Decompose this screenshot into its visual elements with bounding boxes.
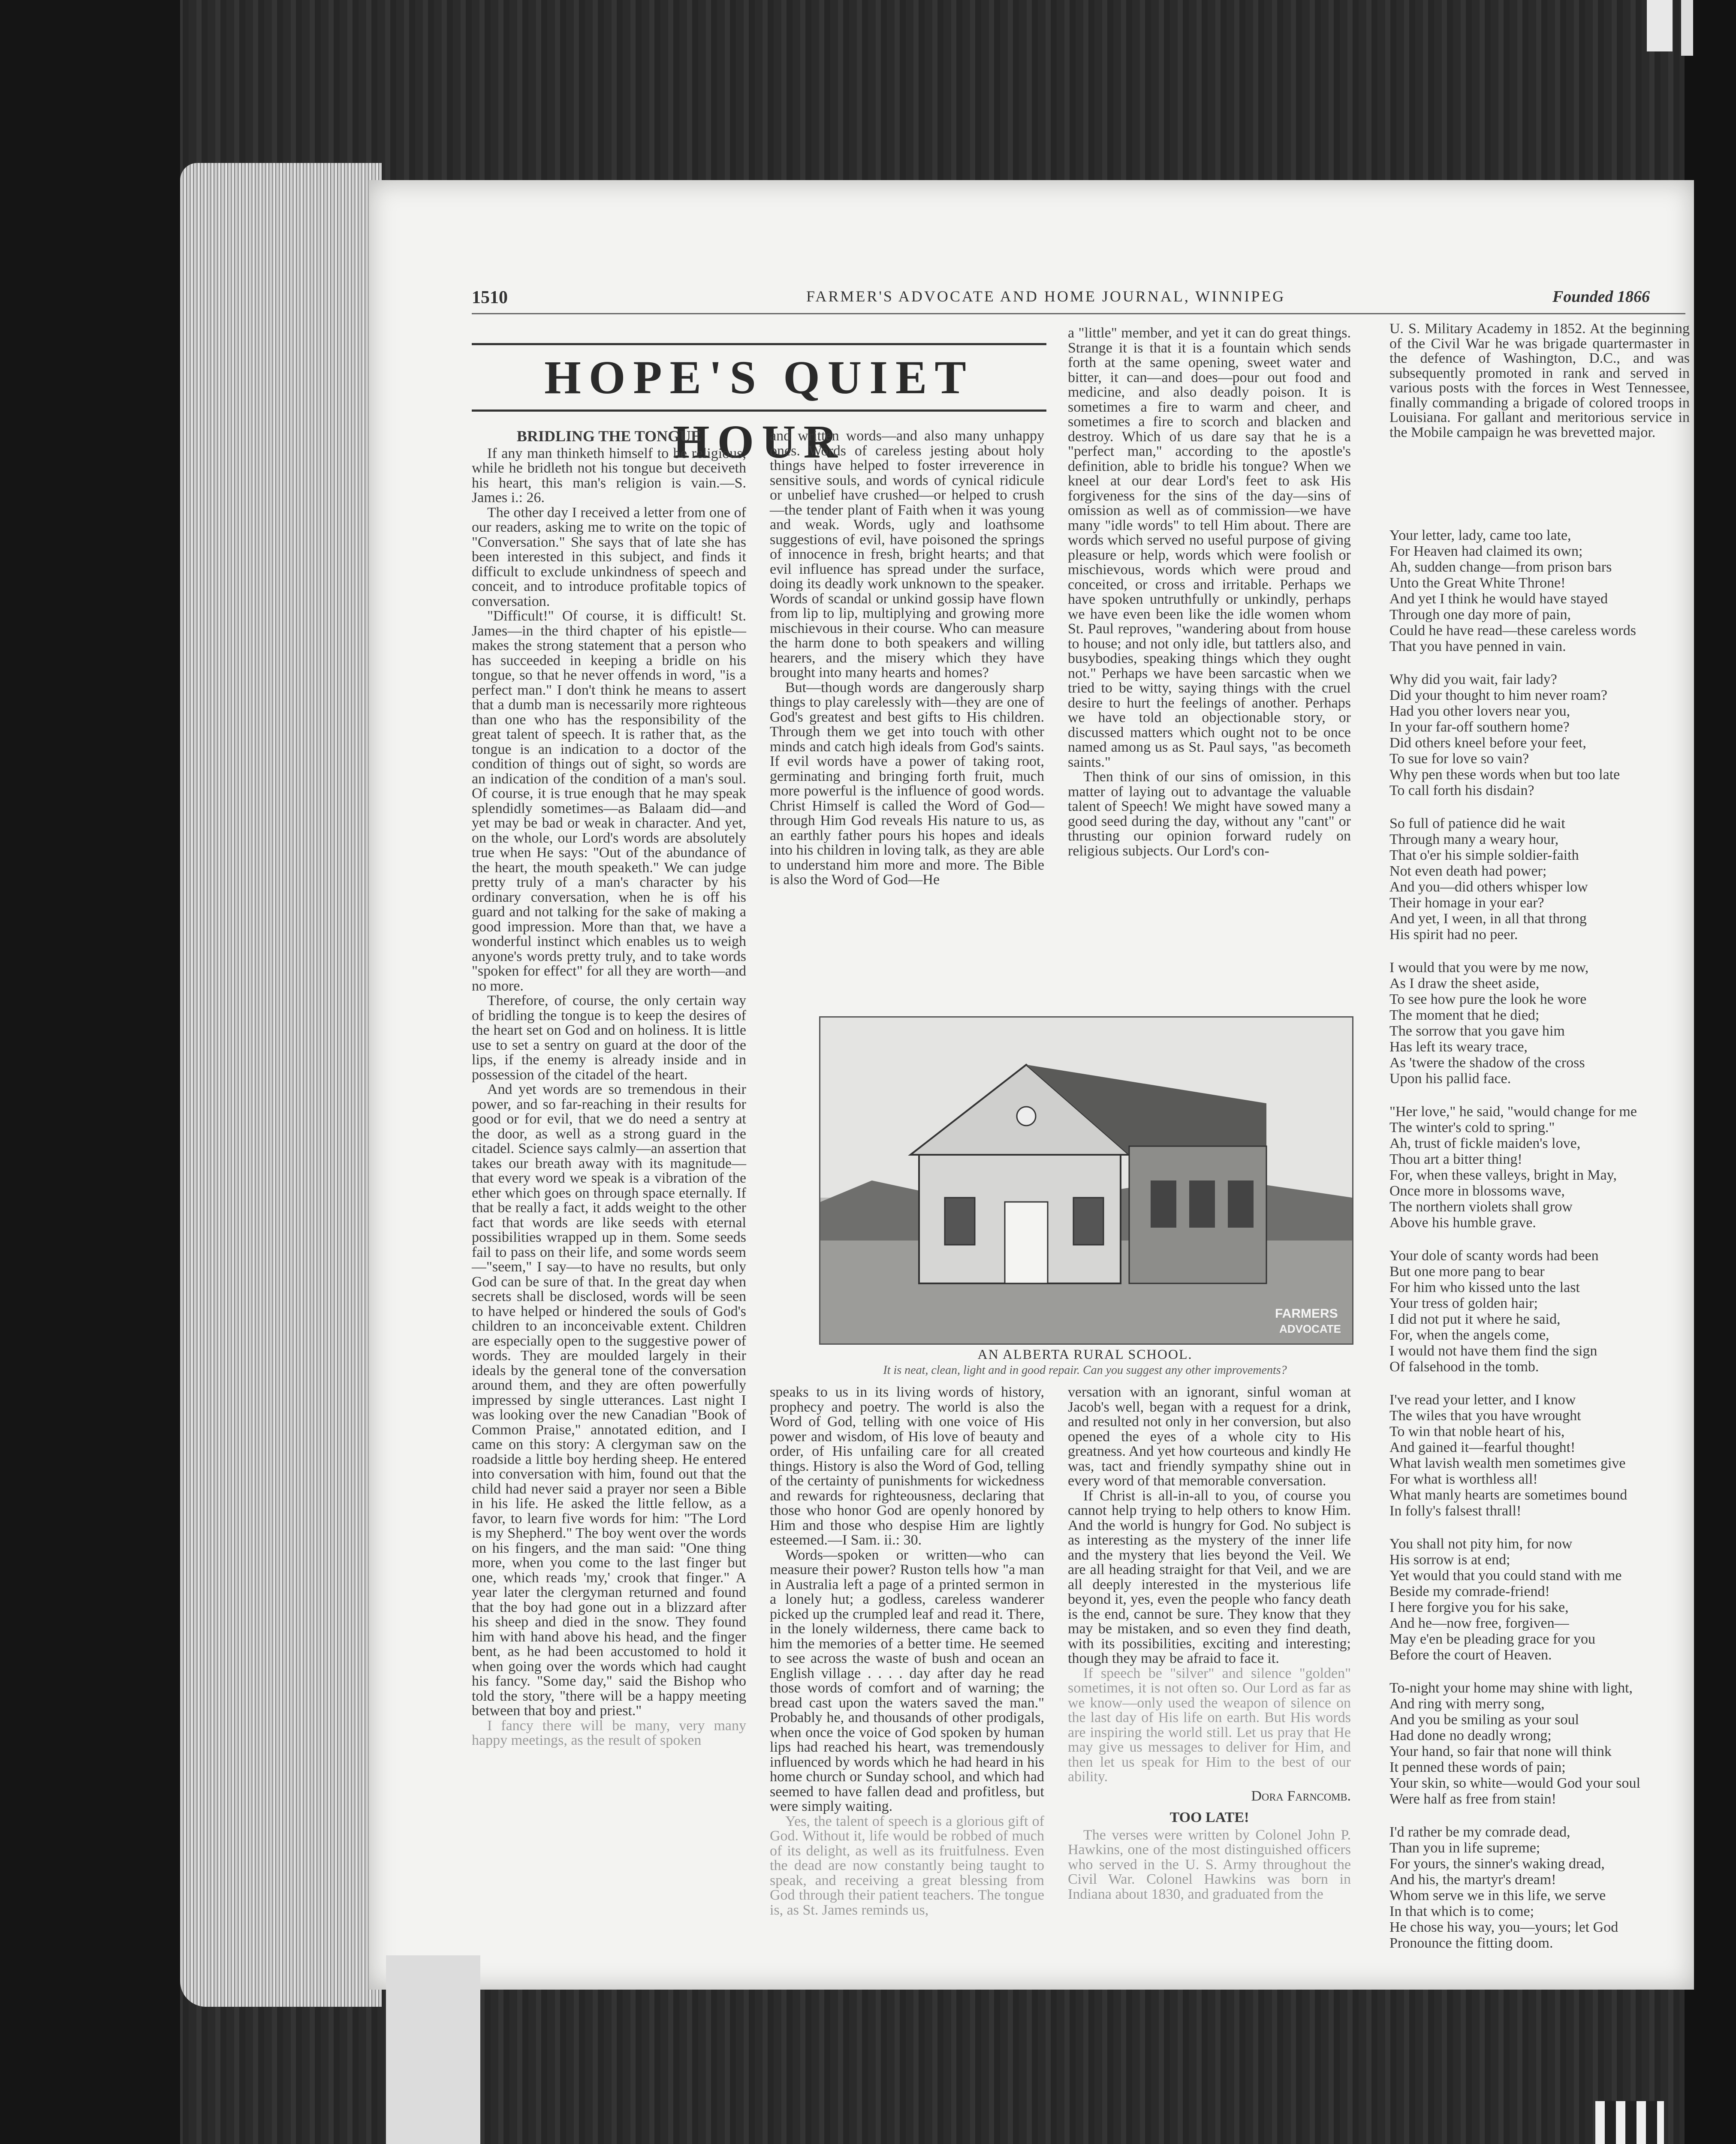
- paragraph: Then think of our sins of omission, in this matter of laying out to advantage the valuable talent of Speech! We might have sowed many a good seed during the day, without any "cant" or thrusting our opinion forward rudely on religious subjects. Our Lord's con-: [1068, 769, 1351, 859]
- paragraph: a "little" member, and yet it can do great things. Strange it is that it is a fountain which sends forth at the same opening, sweet water and bitter, it can—and does—pour out food and medicine, and also deadly poison. It is sometimes a fire to warm and cheer, and sometimes a fire to scorch and blacken and destroy. Which of us dare say that he is a "perfect man," according to the apostle's definition, able to bridle his tongue? When we kneel at our dear Lord's feet to ask His forgiveness for the sins of the day—sins of omission as well as of commission—we have many "idle words" to tell Him about. There are words which served no useful purpose of giving pleasure or help, words which were foolish or mischievous, words which were proud and conceited, or cross and irritable. Perhaps we have spoken untruthfully or unkindly, perhaps we have even been like the idle women whom St. Paul reproves, "wandering about from house to house; and not only idle, but tattlers also, and busybodies, speaking things which they ought not." Perhaps we have been sarcastic when we tried to be witty, saying things with the cruel desire to hurt the feelings of another. Perhaps we have told an objectionable story, or discussed matters which ought not to be once named among us as St. Paul says, "as becometh saints.": [1068, 325, 1351, 770]
- paragraph: And yet words are so tremendous in their power, and so far-reaching in their results for good or for evil, that we do need a sentry at the door, as well as a strong guard in the citadel. Science says calmly—an assertion that takes our breath away with its magnitude—that every word we speak is a vibration of the ether which goes on through space eternally. If that be really a fact, it adds weight to the other fact that words are like seeds with eternal possibilities wrapped up in them. Some seeds fail to pass on their life, and some words seem—"seem," I say—to have no results, but only God can be sure of that. In the great day when secrets shall be disclosed, words will be seen to have helped or hindered the souls of God's children to an inconceivable extent. Children are especially open to the suggestive power of words. They are moulded largely in their ideals by the general tone of the conversation around them, and they are often powerfully impressed by single utterances. Last night I was looking over the new Canadian "Book of Common Praise," annotated edition, and I came on this story: A clergyman saw on the roadside a little boy herding sheep. He entered into conversation with him, found out that the child had never said a prayer nor seen a Bible in his life. He asked the little fellow, as a favor, to learn five words for him: "The Lord is my Shepherd." The boy went over the words on his fingers, and the man said: "One thing more, when you come to the last finger but one, which reads 'my,' crook that finger." A year later the clergyman returned and found that the boy had gone out in a blizzard after his sheep and died in the snow. They found him with hand above his head, and the finger bent, as he had been accustomed to hold it when going over the words which had caught his fancy. "Some day," said the Bishop who told the story, "there will be a happy meeting between that boy and priest.": [472, 1081, 746, 1719]
- poem-stanza: Your letter, lady, came too late, For Heaven had claimed its own; Ah, sudden change—from prison bars Unto the Great White Throne! And yet I think he would have stayed Through one day more of pain, Could he have read—these careless words That you have penned in vain.: [1389, 527, 1636, 654]
- photo-caption: AN ALBERTA RURAL SCHOOL.: [977, 1346, 1193, 1362]
- poem-stanza: Why did you wait, fair lady? Did your thought to him never roam? Had you other lovers near you, In your far-off southern home? Did others kneel before your feet, To sue for love so vain? Why pen these words when but too late To call forth his disdain?: [1389, 672, 1620, 798]
- paragraph: U. S. Military Academy in 1852. At the beginning of the Civil War he was brigade quartermaster in the defence of Washington, D.C., and was subsequently promoted in rank and served in various posts with the forces in West Tennessee, finally commanding a brigade of colored troops in Louisiana. For gallant and meritorious service in the Mobile campaign he was brevetted major.: [1389, 321, 1690, 440]
- poem-stanza: So full of patience did he wait Through many a weary hour, That o'er his simple soldier-faith Not even death had power; And you—did others whisper low Their homage in your ear? And yet, I ween, in all that throng His spirit had no peer.: [1389, 816, 1588, 943]
- publication-title: FARMER'S ADVOCATE AND HOME JOURNAL, WINNIPEG: [806, 288, 1286, 305]
- page-header: [472, 287, 1685, 313]
- article-title: BRIDLING THE TONGUE: [516, 428, 702, 445]
- column-1: [472, 429, 746, 1748]
- poem-stanza: To-night your home may shine with light, And ring with merry song, And you be smiling as your soul Had done no deadly wrong; Your hand, so fair that none will think It penned these words of pain; Your skin, so white—would God your soul Were half as free from stain!: [1389, 1680, 1640, 1807]
- founded-label: Founded 1866: [1552, 288, 1650, 306]
- paragraph: If any man thinketh himself to be religious, while he bridleth not his tongue but deceiveth his heart, this man's religion is vain.—S. James i.: 26.: [472, 445, 746, 506]
- poem-stanza: I'd rather be my comrade dead, Than you in life supreme; For yours, the sinner's waking dread, And his, the martyr's dream! Whom serve we in this life, we serve In that which is to come; He chose his way, you—yours; let God Pronounce the fitting doom.: [1389, 1824, 1618, 1951]
- photo-watermark-line2: ADVOCATE: [1279, 1322, 1341, 1335]
- poem-stanza: I've read your letter, and I know The wiles that you have wrought To win that noble heart of his, And gained it—fearful thought! What lavish wealth men sometimes give For what is worthless all! What manly hearts are sometimes bound In folly's falsest thrall!: [1389, 1392, 1628, 1519]
- paragraph: Therefore, of course, the only certain way of bridling the tongue is to keep the desires of the heart set on God and on holiness. It is little use to set a sentry on guard at the door of the lips, if the enemy is already inside and in possession of the citadel of the heart.: [472, 993, 746, 1083]
- book-clip: [386, 1955, 480, 2144]
- paragraph: If Christ is all-in-all to you, of course you cannot help trying to help others to know Him. And the world is hungry for God. No subject is as interesting as the mystery of the inner life and the mystery that lies beyond the Veil. We are all heading straight for that Veil, and we are all deeply interested in the mysterious life beyond it, yes, even the people who fancy death is the end, cannot be sure. They know that they may be mistaken, and so even they find death, with its possibilities, exciting and interesting; though they may be afraid to face it.: [1068, 1488, 1351, 1666]
- column-3-bottom: [1068, 1385, 1351, 1902]
- school-photo: [819, 1016, 1353, 1345]
- too-late-intro: The verses were written by Colonel John P. Hawkins, one of the most distinguished officers who served in the U. S. Army throughout the Civil War. Colonel Hawkins was born in Indiana about 1830, and graduated from the: [1068, 1827, 1351, 1902]
- photo-subcaption: It is neat, clean, light and in good repair. Can you suggest any other improvements?: [883, 1364, 1287, 1377]
- top-strip-2: [1681, 0, 1693, 56]
- header-rule: [472, 313, 1685, 314]
- schoolhouse-illustration: [820, 1018, 1352, 1343]
- column-2-top: [770, 429, 1044, 888]
- paragraph: and written words—and also many unhappy ones. Words of careless jesting about holy things have helped to foster irreverence in sensitive souls, and words of cynical ridicule or unbelief have crushed—or helped to crush—the tender plant of Faith when it was young and weak. Words, ugly and loathsome suggestions of evil, have poisoned the springs of innocence in fresh, bright hearts; and that evil influence has spread under the surface, doing its deadly work unknown to the speaker. Words of scandal or unkind gossip have flown from lip to lip, multiplying and growing more mischievous in their course. Who can measure the harm done to both speakers and willing hearers, and the misery which they have brought into many hearts and homes?: [770, 428, 1044, 681]
- paragraph: The other day I received a letter from one of our readers, asking me to write on the topic of "Conversation." She says that of late she has been interested in this subject, and finds it difficult to exclude unkindness of speech and conceit, and to introduce profitable topics of conversation.: [472, 504, 746, 609]
- top-strip: [1647, 0, 1673, 51]
- photo-watermark-line1: FARMERS: [1275, 1307, 1338, 1321]
- scanner-bars: [1595, 2101, 1664, 2144]
- paragraph: Words—spoken or written—who can measure their power? Ruston tells how "a man in Australia left a page of a printed sermon in a lonely hut; a godless, careless wanderer picked up the crumpled leaf and read it. There, in the lonely wilderness, there came back to him the memories of a better time. He seemed to see across the waste of bush and ocean an English village . . . . day after day he read those words of comfort and of warning; the bread cast upon the waters saved the man." Probably he, and thousands of other prodigals, when once the voice of God spoken by human lips had reached his heart, was tremendously influenced by words which he had heard in his home church or Sunday school, and which had seemed to have fallen dead and profitless, but were simply waiting.: [770, 1547, 1044, 1814]
- paragraph: If speech be "silver" and silence "golden" sometimes, it is not often so. Our Lord as far as we know—only used the weapon of silence on the last day of His life on earth. But His words are inspiring the world still. Let us pray that He may give us messages to deliver for Him, and then let us speak for Him to the best of our ability.: [1068, 1665, 1351, 1785]
- poem-stanza: Your dole of scanty words had been But one more pang to bear For him who kissed unto the last Your tress of golden hair; I did not put it where he said, For, when the angels come, I would not have them find the sign Of falsehood in the tomb.: [1389, 1248, 1599, 1375]
- paragraph: "Difficult!" Of course, it is difficult! St. James—in the third chapter of his epistle—makes the strong statement that a person who has succeeded in keeping a bridle on his tongue, so that he never offends in word, "is a perfect man." I don't think he means to assert that a dumb man is necessarily more righteous than one who has the responsibility of the great talent of speech. It is rather that, as the tongue is an indication to a doctor of the condition of things out of sight, so words are an indication of the condition of a man's soul. Of course, it is true enough that he may speak splendidly sometimes—as Balaam did—and yet may be bad or weak in character. And yet, on the whole, our Lord's words are absolutely true when He says: "Out of the abundance of the heart, the mouth speaketh." We can judge pretty truly of a man's character by his ordinary conversation, when he is off his guard and not talking for the sake of making a good impression. More than that, we have a wonderful instinct which enables us to weigh anyone's words pretty truly, and to take words "spoken for effect" for all they are worth—and no more.: [472, 608, 746, 994]
- poem-stanza: You shall not pity him, for now His sorrow is at end; Yet would that you could stand with me Beside my comrade-friend! I here forgive you for his sake, And he—now free, forgiven— May e'en be pleading grace for you Before the court of Heaven.: [1389, 1536, 1622, 1663]
- paragraph: I fancy there will be many, very many happy meetings, as the result of spoken: [472, 1717, 746, 1748]
- newspaper-page: [369, 180, 1694, 1990]
- paragraph: versation with an ignorant, sinful woman at Jacob's well, began with a request for a drink, and resulted not only in her conversion, but also opened the eyes of a whole city to His greatness. And yet how courteous and kindly He was, tact and friendly sympathy shine out in every word of that memorable conversation.: [1068, 1384, 1351, 1489]
- paragraph: Yes, the talent of speech is a glorious gift of God. Without it, life would be robbed of much of its delight, as well as its fruitfulness. Even the dead are now constantly being taught to speak, and receiving a great blessing from God through their patient teachers. The tongue is, as St. James reminds us,: [770, 1813, 1044, 1918]
- column-4-intro: [1389, 322, 1690, 440]
- poem-stanza: "Her love," he said, "would change for me The winter's cold to spring." Ah, trust of fickle maiden's love, Thou art a bitter thing! For, when these valleys, bright in May, Once more in blossoms wave, The northern violets shall grow Above his humble grave.: [1389, 1104, 1637, 1231]
- poem-stanza: I would that you were by me now, As I draw the sheet aside, To see how pure the look he wore The moment that he died; The sorrow that you gave him Has left its weary trace, As 'twere the shadow of the cross Upon his pallid face.: [1389, 960, 1589, 1087]
- book-page-edges: [180, 163, 382, 2007]
- poem-too-late: [1389, 527, 1698, 1968]
- page-number: 1510: [472, 288, 508, 307]
- too-late-title: TOO LATE!: [1169, 1810, 1249, 1825]
- column-3-top: [1068, 326, 1351, 858]
- paragraph: speaks to us in its living words of history, prophecy and poetry. The world is also the Word of God, telling with one voice of His power and wisdom, of His love of beauty and order, of His unfailing care for all created things. History is also the Word of God, telling of the certainty of punishments for wickedness and rewards for righteousness, declaring that those who honor God are openly honored by Him and those who despise Him are lightly esteemed.—I Sam. ii.: 30.: [770, 1384, 1044, 1548]
- column-2-bottom: [770, 1385, 1044, 1918]
- paragraph: But—though words are dangerously sharp things to play carelessly with—they are one of God's greatest and best gifts to His children. Through them we get into touch with other minds and catch high ideals from God's saints. If evil words have a power of taking root, germinating and bringing forth fruit, much more powerful is the influence of good words. Christ Himself is called the Word of God—through Him God reveals His nature to us, as an earthly father pours his hopes and ideals into his children in loving talk, as they are able to understand him more and more. The Bible is also the Word of God—He: [770, 679, 1044, 888]
- scan-left-shadow: [0, 0, 180, 2144]
- article-signature: Dora Farncomb.: [1251, 1788, 1351, 1804]
- masthead-title: HOPE'S QUIET HOUR: [544, 351, 974, 468]
